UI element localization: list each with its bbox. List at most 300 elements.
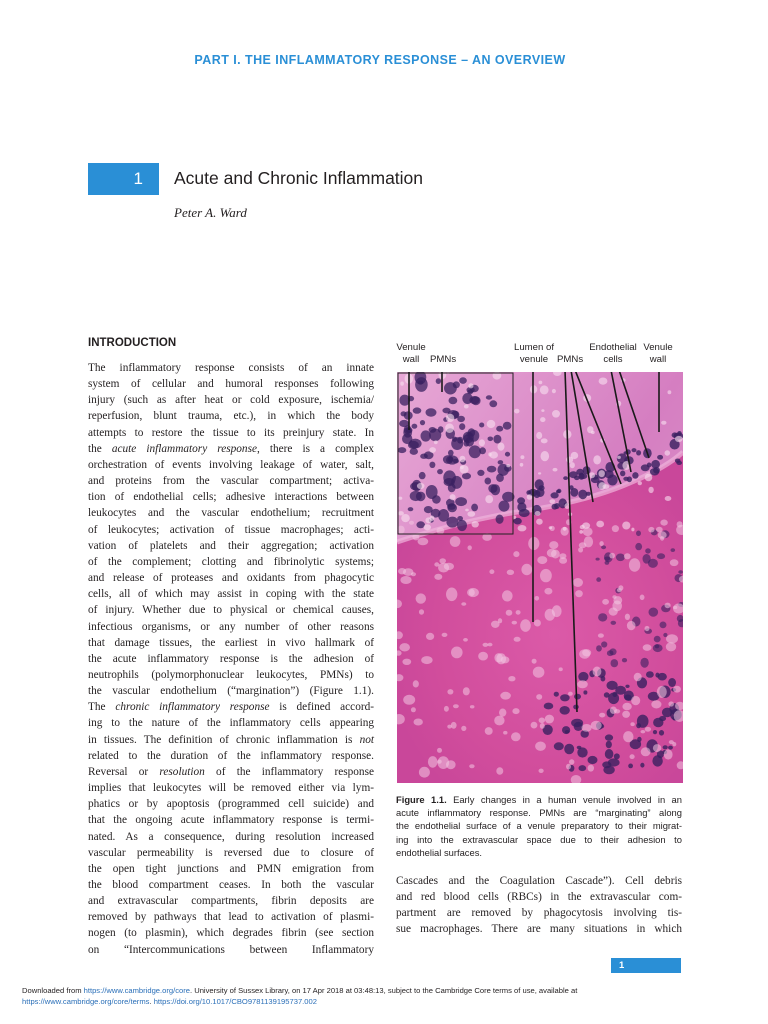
- rbc-highlight: [499, 709, 506, 717]
- pmn-nucleus: [488, 437, 494, 442]
- pmn-nucleus: [596, 558, 600, 561]
- stroma-highlight: [540, 385, 549, 394]
- pmn-nucleus: [653, 730, 657, 734]
- text-line: reperfusion, blunt trauma, etc.), in which the body: [88, 410, 374, 423]
- rbc-highlight: [400, 576, 411, 584]
- pmn-nucleus: [646, 671, 654, 678]
- pmn-nucleus: [498, 460, 504, 464]
- pmn-nucleus: [398, 447, 407, 453]
- rbc-highlight: [437, 748, 442, 753]
- stroma-highlight: [591, 431, 595, 434]
- rbc-highlight: [534, 620, 541, 627]
- text-line: The chronic inflammatory response is defined accord-: [88, 701, 375, 714]
- footer-separator: .: [149, 997, 154, 1006]
- rbc-highlight: [588, 765, 594, 772]
- rbc-highlight: [535, 742, 546, 751]
- stroma-highlight: [541, 451, 550, 461]
- rbc-highlight: [584, 536, 593, 547]
- pmn-nucleus: [471, 504, 478, 512]
- pmn-nucleus: [676, 461, 682, 465]
- rbc-highlight: [665, 603, 671, 609]
- stroma-highlight: [665, 496, 672, 501]
- rbc-highlight: [612, 601, 622, 612]
- figure-label-endothelial-cells: Endothelial cells: [589, 342, 637, 365]
- stroma-highlight: [553, 468, 558, 472]
- figure-label-pmns-right: PMNs: [557, 354, 584, 365]
- stroma-highlight: [593, 455, 601, 464]
- pmn-nucleus: [578, 672, 588, 682]
- pmn-nucleus: [465, 437, 474, 447]
- caption-line: endothelial surfaces.: [396, 846, 482, 858]
- caption-line: the endothelial surface of a venule preparatory to their migrat-: [396, 820, 682, 832]
- pmn-nucleus: [419, 472, 426, 479]
- stroma-highlight: [459, 456, 465, 463]
- pmn-nucleus: [605, 734, 613, 740]
- rbc-highlight: [533, 667, 545, 678]
- rbc-highlight: [566, 764, 571, 770]
- rbc-highlight: [399, 643, 410, 651]
- pmn-nucleus: [636, 531, 641, 537]
- rbc-highlight: [434, 574, 442, 580]
- text-line: attempts to restore the tissue to its preinjury state. In: [88, 426, 374, 439]
- rbc-highlight: [516, 610, 521, 615]
- stroma-highlight: [596, 521, 604, 528]
- rbc-highlight: [666, 642, 676, 651]
- rbc-highlight: [544, 588, 552, 595]
- pmn-nucleus: [640, 763, 644, 768]
- pmn-nucleus: [657, 553, 665, 559]
- rbc-highlight: [536, 694, 542, 700]
- rbc-highlight: [545, 715, 554, 724]
- stroma-highlight: [424, 524, 431, 530]
- rbc-highlight: [591, 721, 602, 730]
- pmn-nucleus: [420, 420, 425, 425]
- text-line: orchestration of events involving leakage of water, salt,: [88, 458, 374, 471]
- rbc-highlight: [645, 626, 650, 631]
- rbc-highlight: [627, 621, 636, 630]
- pmn-nucleus: [416, 492, 426, 502]
- rbc-highlight: [514, 637, 521, 642]
- rbc-highlight: [428, 756, 438, 768]
- pmn-nucleus: [451, 437, 463, 450]
- pmn-nucleus: [449, 397, 458, 405]
- rbc-highlight: [438, 563, 449, 573]
- stroma-highlight: [541, 438, 548, 443]
- rbc-highlight: [537, 556, 547, 564]
- pmn-nucleus: [608, 693, 619, 705]
- rbc-highlight: [511, 732, 521, 741]
- pmn-nucleus: [611, 659, 619, 667]
- stroma-highlight: [563, 527, 567, 531]
- rbc-highlight: [673, 606, 677, 609]
- part-header: PART I. THE INFLAMMATORY RESPONSE – AN OVERVIEW: [194, 53, 566, 67]
- rbc-highlight: [575, 590, 583, 597]
- stroma-highlight: [465, 509, 469, 512]
- rbc-highlight: [451, 647, 463, 659]
- text-line: system of cellular and humoral responses following: [88, 378, 374, 391]
- pmn-nucleus: [457, 416, 465, 422]
- pmn-nucleus: [563, 476, 568, 480]
- footer-link-core[interactable]: https://www.cambridge.org/core: [83, 986, 190, 995]
- rbc-highlight: [409, 521, 414, 525]
- pmn-nucleus: [408, 441, 419, 449]
- rbc-highlight: [623, 731, 633, 742]
- rbc-highlight: [622, 711, 630, 718]
- rbc-highlight: [629, 558, 640, 572]
- rbc-highlight: [437, 760, 441, 764]
- rbc-highlight: [668, 701, 674, 706]
- pmn-nucleus: [668, 746, 673, 750]
- text-line: removed by pathways that lead to activation of plasmi-: [88, 911, 374, 924]
- body-text-column: [88, 360, 374, 958]
- rbc-highlight: [631, 696, 640, 705]
- stroma-highlight: [661, 421, 666, 425]
- rbc-highlight: [451, 722, 457, 729]
- rbc-highlight: [624, 553, 631, 559]
- pmn-nucleus: [399, 420, 409, 427]
- pmn-nucleus: [579, 765, 587, 771]
- rbc-highlight: [489, 569, 494, 574]
- text-line: vascular permeability is reversed due to closure of: [88, 846, 374, 859]
- rbc-highlight: [625, 614, 630, 620]
- stroma-highlight: [598, 482, 605, 490]
- pmn-nucleus: [655, 673, 659, 678]
- text-line: The inflammatory response consists of an innate: [88, 362, 374, 374]
- pmn-nucleus: [636, 450, 641, 455]
- text-line: and red blood cells (RBCs) in the extravascular com-: [396, 891, 682, 904]
- pmn-nucleus: [607, 681, 618, 690]
- text-line: implies that leukocytes will be removed either via lym-: [88, 782, 374, 795]
- rbc-highlight: [583, 527, 593, 536]
- rbc-highlight: [540, 723, 545, 729]
- chapter-author: Peter A. Ward: [174, 205, 247, 220]
- pmn-nucleus: [577, 747, 587, 757]
- stroma-highlight: [538, 472, 541, 474]
- pmn-nucleus: [551, 492, 559, 498]
- pmn-nucleus: [493, 435, 501, 444]
- stroma-highlight: [638, 481, 642, 485]
- stroma-highlight: [514, 409, 519, 414]
- pmn-nucleus: [627, 476, 632, 482]
- rbc-highlight: [540, 569, 552, 582]
- stroma-highlight: [417, 483, 425, 489]
- pmn-nucleus: [469, 445, 481, 458]
- rbc-highlight: [521, 564, 532, 575]
- text-line: of leukocytes; activation of tissue macrophages; acti-: [88, 523, 374, 536]
- rbc-highlight: [559, 667, 563, 671]
- rbc-highlight: [651, 700, 661, 708]
- rbc-highlight: [437, 527, 445, 534]
- rbc-highlight: [612, 525, 619, 532]
- pmn-nucleus: [620, 471, 625, 477]
- pmn-nucleus: [552, 504, 558, 510]
- stroma-highlight: [527, 494, 533, 500]
- rbc-highlight: [670, 559, 679, 566]
- pmn-nucleus: [459, 423, 465, 430]
- pmn-nucleus: [462, 473, 471, 480]
- rbc-highlight: [411, 707, 416, 712]
- chapter-title: Acute and Chronic Inflammation: [174, 168, 424, 188]
- rbc-highlight: [402, 659, 411, 665]
- rbc-highlight: [508, 676, 515, 681]
- pmn-nucleus: [564, 744, 574, 755]
- pmn-nucleus: [657, 455, 663, 460]
- rbc-highlight: [573, 578, 583, 587]
- stroma-highlight: [446, 414, 454, 422]
- stroma-highlight: [479, 439, 485, 446]
- pmn-nucleus: [556, 490, 560, 493]
- text-line: the open tight junctions and PMN emigration from: [88, 862, 374, 875]
- pmn-nucleus: [447, 503, 456, 509]
- text-line: and proteins from the vascular compartment; activa-: [88, 475, 374, 488]
- pmn-nucleus: [468, 428, 475, 437]
- footer-link-terms[interactable]: https://www.cambridge.org/core/terms: [22, 997, 150, 1006]
- pmn-nucleus: [429, 429, 441, 442]
- stroma-highlight: [434, 440, 438, 444]
- stroma-highlight: [429, 447, 436, 453]
- stroma-highlight: [645, 474, 653, 481]
- pmn-nucleus: [611, 621, 617, 625]
- pmn-nucleus: [574, 694, 581, 700]
- rbc-highlight: [582, 649, 591, 656]
- text-line: Reversal or resolution of the inflammatory response: [88, 765, 374, 778]
- stroma-highlight: [460, 465, 464, 469]
- pmn-nucleus: [588, 756, 598, 764]
- pmn-nucleus: [413, 407, 422, 413]
- rbc-highlight: [446, 588, 457, 602]
- pmn-nucleus: [429, 462, 435, 468]
- footer-link-doi[interactable]: https://doi.org/10.1017/CBO9781139195737.002: [153, 997, 317, 1006]
- rbc-highlight: [630, 754, 635, 759]
- figure-label-venule-wall-right: Venule wall: [643, 342, 673, 365]
- rbc-highlight: [502, 590, 513, 601]
- rbc-highlight: [549, 541, 558, 549]
- pmn-nucleus: [486, 395, 492, 399]
- text-line: partment are removed by phagocytosis involving tis-: [396, 907, 682, 920]
- figure-labels: [396, 342, 686, 372]
- caption-line: Figure 1.1. Early changes in a human venule involved in an: [396, 794, 682, 805]
- rbc-highlight: [442, 633, 448, 637]
- pmn-nucleus: [616, 554, 625, 562]
- stroma-highlight: [599, 378, 608, 385]
- pmn-nucleus: [606, 741, 612, 748]
- pmn-nucleus: [426, 408, 437, 416]
- pmn-nucleus: [660, 622, 667, 629]
- rbc-highlight: [398, 568, 406, 574]
- text-line: Cascades and the Coagulation Cascade”). Cell debris: [396, 875, 682, 887]
- rbc-highlight: [414, 719, 423, 726]
- pmn-nucleus: [560, 694, 570, 701]
- pmn-nucleus: [632, 448, 637, 452]
- rbc-highlight: [643, 644, 652, 651]
- stroma-highlight: [520, 463, 524, 467]
- pmn-nucleus: [489, 400, 497, 407]
- pmn-nucleus: [410, 448, 418, 455]
- pmn-nucleus: [655, 644, 660, 648]
- pmn-nucleus: [569, 471, 578, 478]
- rbc-highlight: [528, 537, 539, 550]
- stroma-highlight: [425, 517, 431, 523]
- stroma-highlight: [401, 514, 410, 522]
- pmn-nucleus: [437, 469, 443, 474]
- stroma-highlight: [675, 436, 683, 442]
- stroma-highlight: [549, 526, 552, 529]
- rbc-highlight: [403, 695, 415, 705]
- pmn-nucleus: [598, 613, 607, 621]
- stroma-highlight: [464, 405, 469, 409]
- text-line: leukocytes and the vascular endothelium; recruitment: [88, 507, 374, 520]
- caption-line: acute inflammatory response. PMNs are “marginating” along: [396, 807, 682, 819]
- rbc-highlight: [568, 692, 573, 696]
- rbc-highlight: [478, 652, 488, 661]
- rbc-highlight: [426, 633, 434, 640]
- pmn-nucleus: [640, 658, 648, 668]
- pmn-nucleus: [607, 650, 614, 656]
- rbc-highlight: [535, 596, 540, 601]
- pmn-nucleus: [663, 633, 667, 637]
- text-line: on “Intercommunications between Inflammatory: [88, 943, 374, 956]
- pmn-nucleus: [583, 690, 587, 694]
- stroma-highlight: [467, 511, 475, 517]
- pmn-nucleus: [496, 515, 504, 524]
- rbc-highlight: [416, 593, 426, 603]
- text-line: related to the duration of the inflammatory response.: [88, 749, 374, 762]
- stroma-highlight: [535, 511, 541, 516]
- rbc-highlight: [577, 680, 588, 688]
- pmn-nucleus: [544, 703, 554, 710]
- pmn-nucleus: [637, 715, 649, 728]
- rbc-highlight: [539, 769, 544, 773]
- rbc-highlight: [666, 634, 678, 643]
- pmn-nucleus: [485, 478, 492, 485]
- stroma-highlight: [552, 389, 556, 393]
- rbc-highlight: [470, 705, 475, 708]
- rbc-highlight: [507, 570, 514, 575]
- text-line: and extravascular compartments, fibrin deposits are: [88, 895, 374, 908]
- rbc-highlight: [453, 704, 459, 708]
- rbc-highlight: [630, 722, 634, 726]
- pmn-nucleus: [438, 509, 449, 522]
- stroma-highlight: [520, 455, 524, 459]
- rbc-highlight: [532, 659, 537, 664]
- pmn-nucleus: [519, 509, 530, 517]
- footer-prefix: Downloaded from: [22, 986, 84, 995]
- figure-label-lumen: Lumen of venule: [513, 342, 554, 365]
- pmn-nucleus: [643, 554, 651, 564]
- stroma-highlight: [398, 511, 404, 515]
- pmn-nucleus: [668, 678, 676, 687]
- text-line: of injury. Whether due to physical or chemical causes,: [88, 604, 374, 617]
- footer-middle: . University of Sussex Library, on 17 Apr 2018 at 03:48:13, subject to the Cambridge Core terms of use, available at: [190, 986, 578, 995]
- stroma-highlight: [582, 522, 590, 528]
- text-line: cells, all of which may assist in coping with the state: [88, 588, 374, 601]
- rbc-highlight: [673, 686, 681, 693]
- stroma-highlight: [445, 423, 454, 433]
- rbc-highlight: [419, 767, 430, 778]
- rbc-highlight: [512, 621, 517, 625]
- rbc-highlight: [419, 609, 424, 614]
- rbc-highlight: [645, 727, 651, 732]
- rbc-highlight: [461, 726, 466, 731]
- stroma-highlight: [617, 456, 621, 459]
- text-line: infectious organisms, or any number of other reasons: [88, 620, 374, 633]
- pmn-nucleus: [652, 755, 662, 766]
- pmn-nucleus: [503, 422, 512, 430]
- pmn-nucleus: [571, 719, 583, 727]
- stroma-highlight: [536, 432, 542, 439]
- pmn-nucleus: [408, 507, 414, 511]
- stroma-highlight: [540, 417, 545, 422]
- pmn-nucleus: [457, 516, 463, 521]
- stroma-highlight: [518, 525, 527, 531]
- rbc-highlight: [602, 599, 609, 605]
- rbc-highlight: [421, 656, 432, 664]
- pmn-nucleus: [622, 658, 627, 662]
- pmn-nucleus: [459, 377, 467, 384]
- stroma-highlight: [549, 499, 555, 503]
- rbc-highlight: [599, 713, 605, 718]
- text-line: the acute inflammatory response, there is a complex: [88, 442, 374, 455]
- rbc-highlight: [622, 703, 631, 711]
- text-line: in tissues. The definition of chronic inflammation is not: [88, 733, 374, 746]
- pmn-nucleus: [491, 484, 501, 495]
- text-line: and release of proteases and oxidants from phagocytic: [88, 572, 374, 585]
- rbc-highlight: [503, 731, 507, 735]
- pmn-nucleus: [601, 641, 607, 647]
- micrograph-image: [397, 372, 683, 783]
- rbc-highlight: [634, 673, 642, 682]
- rbc-highlight: [488, 643, 493, 647]
- rbc-highlight: [469, 764, 474, 768]
- rbc-highlight: [450, 536, 461, 547]
- rbc-highlight: [500, 692, 511, 700]
- stroma-highlight: [541, 409, 544, 412]
- pmn-nucleus: [649, 608, 659, 617]
- rbc-highlight: [617, 588, 622, 592]
- stroma-highlight: [539, 381, 543, 385]
- text-line: nated. As a consequence, during resolution increased: [88, 830, 374, 843]
- pmn-nucleus: [448, 457, 453, 463]
- rbc-highlight: [494, 716, 504, 726]
- stroma-highlight: [506, 464, 510, 467]
- pmn-nucleus: [596, 645, 602, 651]
- rbc-highlight: [467, 588, 479, 597]
- text-line: ing to the nature of the inflammatory cells appearing: [88, 717, 374, 730]
- rbc-highlight: [593, 667, 602, 677]
- pmn-nucleus: [596, 577, 601, 582]
- pmn-nucleus: [536, 488, 544, 497]
- figure-caption: [396, 793, 682, 859]
- rbc-highlight: [598, 633, 604, 637]
- pmn-nucleus: [678, 570, 683, 574]
- rbc-highlight: [641, 730, 646, 733]
- pmn-nucleus: [499, 501, 510, 512]
- text-line: the acute inflammatory response is the adhesion of: [88, 652, 374, 665]
- pmn-nucleus: [487, 466, 496, 473]
- pmn-nucleus: [479, 423, 484, 428]
- stroma-highlight: [450, 494, 456, 500]
- pmn-nucleus: [444, 478, 455, 486]
- rbc-highlight: [545, 609, 555, 621]
- text-line: the blood compartment ceases. In both the vascular: [88, 879, 374, 891]
- pmn-nucleus: [477, 470, 484, 476]
- pmn-nucleus: [653, 467, 660, 473]
- pmn-nucleus: [671, 548, 676, 552]
- caption-line: ing into the extravascular space due to their adhesion to: [396, 833, 682, 845]
- pmn-nucleus: [412, 424, 418, 429]
- rbc-highlight: [463, 638, 468, 642]
- rbc-highlight: [444, 706, 449, 712]
